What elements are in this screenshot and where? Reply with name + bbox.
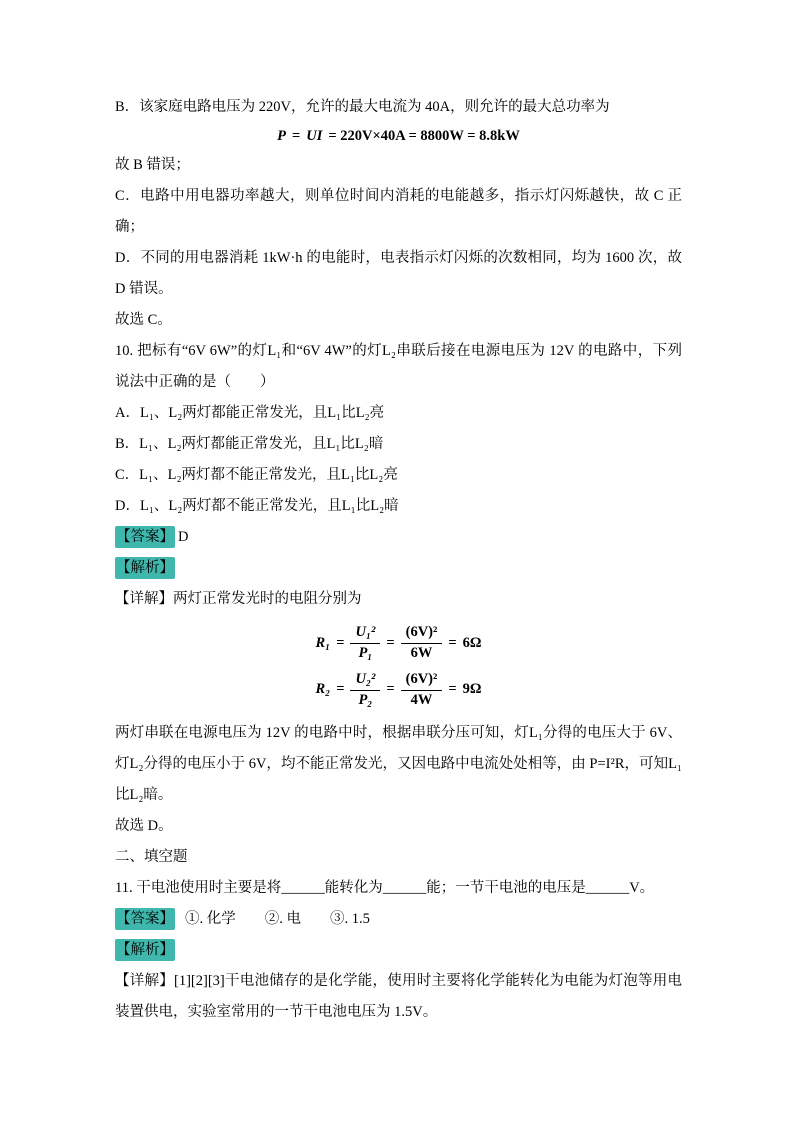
q9-power-formula [115,128,682,145]
q10-answer-value: D [178,529,189,546]
q10-detail-intro: 两灯正常发光时的电阻分别为 [173,591,362,608]
equals-sign: = [448,634,457,651]
q10-option-d: D．L₁、L₂两灯都不能正常发光，且L₁比L₂暗 [115,498,399,515]
fraction-numerator: U₂² [350,671,380,690]
fraction-numerator: U₁² [350,624,380,643]
equals-sign: = [386,634,395,651]
q10-option-a: A．L₁、L₂两灯都能正常发光，且L₁比L₂亮 [115,405,385,422]
formula-result: 9Ω [462,681,482,698]
q9-option-b-text: B．该家庭电路电压为 220V，允许的最大电流为 40A，则允许的最大总功率为 [115,99,610,115]
fraction-numerator: (6V)² [401,671,443,690]
q10-detail-intro-line [115,584,682,615]
fraction-6v-4w [401,671,443,709]
q9-b-conclusion: 故 B 错误； [115,157,190,174]
answer-label-badge: 【答案】 [115,908,175,930]
q10-analysis-line [115,553,682,584]
q10-answer-line [115,522,682,553]
q10-option-b: B．L₁、L₂两灯都能正常发光，且L₁比L₂暗 [115,436,384,453]
q11-stem: 11. 干电池使用时主要是将______能转化为______能；一节干电池的电压是______V。 [115,879,655,896]
analysis-label-badge: 【解析】 [115,557,175,579]
q10-option-c: C．L₁、L₂两灯都不能正常发光，且L₁比L₂亮 [115,467,398,484]
fraction-denominator: 6W [410,644,433,661]
q10-stem: 10. 把标有“6V 6W”的灯L₁和“6V 4W”的灯L₂串联后接在电源电压为 12V 的电路中，下列说法中正确的是（ ） [115,343,682,391]
q11-answer-value: ①. 化学 ②. 电 ③. 1.5 [185,910,370,927]
q9-final-choice: 故选 C。 [115,312,172,329]
detail-label: 【详解】 [115,972,175,989]
equals-sign: = [448,681,457,698]
equals-sign: = [336,634,345,651]
q11-detail-line [115,966,682,1028]
formula-var-p: P [277,128,286,144]
q9-option-d-text: D．不同的用电器消耗 1kW·h 的电能时，电表指示灯闪烁的次数相同，均为 1600 次，故 D 错误。 [115,250,682,298]
fraction-6v-6w [401,624,443,662]
fraction-denominator: P₂ [358,691,373,708]
formula-var-r1: R₁ [315,634,331,651]
section-2-heading: 二、填空题 [115,848,188,865]
equals-sign: = [336,681,345,698]
q11-analysis-line [115,935,682,966]
formula-var-ui: UI [306,128,323,144]
q10-formula-r1 [115,624,682,662]
q10-formula-r2 [115,671,682,709]
q10-final-choice: 故选 D。 [115,817,173,834]
equals-sign: = [291,128,301,144]
analysis-label-badge: 【解析】 [115,939,175,961]
fraction-denominator: 4W [410,691,433,708]
fraction-u1-p1 [350,624,380,662]
q9-option-c-text: C．电路中用电器功率越大，则单位时间内消耗的电能越多，指示灯闪烁越快，故 C 正确； [115,188,682,236]
formula-result: 6Ω [462,634,482,651]
detail-label: 【详解】 [115,591,173,608]
fraction-denominator: P₁ [358,644,373,661]
fraction-u2-p2 [350,671,380,709]
q10-detail-body: 两灯串联在电源电压为 12V 的电路中时，根据串联分压可知，灯L₁分得的电压大于 6V、灯L₂分得的电压小于 6V，均不能正常发光，又因电路中电流处处相等，由 P=I²R，可知L₁比L₂暗。 [115,724,682,803]
formula-var-r2: R₂ [315,681,331,698]
formula-result: = 220V×40A = 8800W = 8.8kW [328,128,520,144]
fraction-numerator: (6V)² [401,624,443,643]
answer-label-badge: 【答案】 [115,526,175,548]
q11-answer-line [115,904,682,935]
equals-sign: = [386,681,395,698]
q11-detail-body: [1][2][3]干电池储存的是化学能，使用时主要将化学能转化为电能为灯泡等用电装置供电，实验室常用的一节干电池电压为 1.5V。 [115,972,682,1020]
